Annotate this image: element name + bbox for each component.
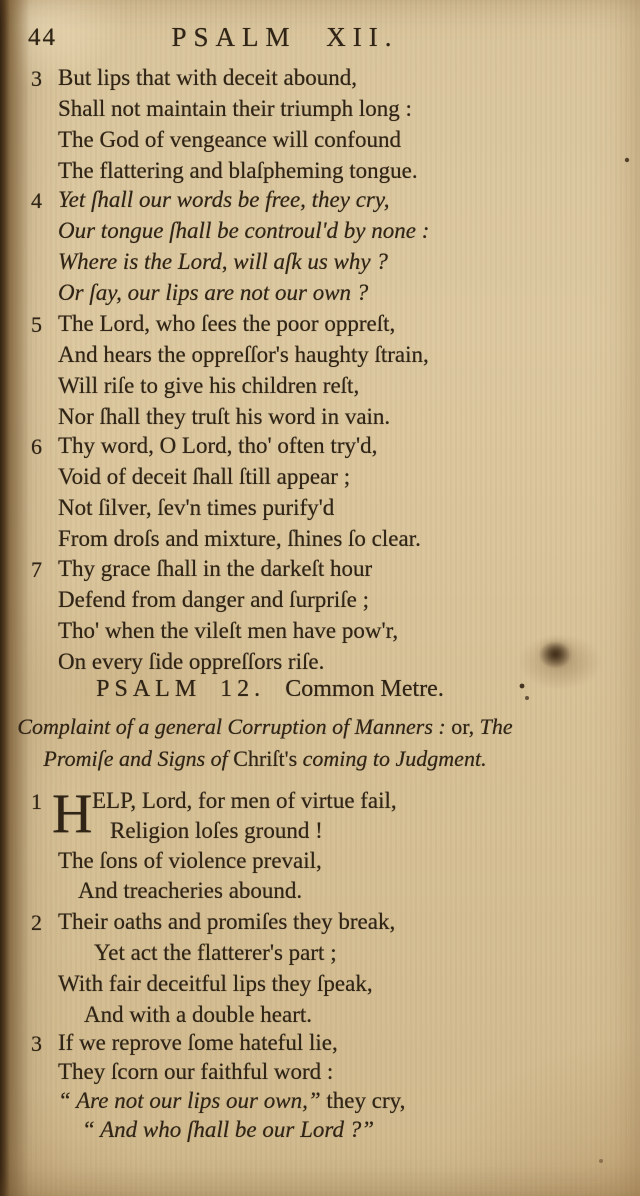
verse-line: Tho' when the vileſt men have pow'r, xyxy=(58,618,399,643)
paper-specks xyxy=(0,0,2,2)
verse-number: 5 xyxy=(31,312,42,337)
verse-lines xyxy=(58,308,640,432)
argument-line-1 xyxy=(0,711,530,743)
verse-line-quote xyxy=(58,1115,640,1144)
verse-6 xyxy=(0,430,640,554)
quote-roman: they cry, xyxy=(320,1088,406,1113)
verse-lines xyxy=(58,906,640,1030)
argument-italic: Complaint of a general Corruption of Manners : xyxy=(17,714,452,739)
verse-line: The flattering and blaſpheming tongue. xyxy=(58,158,418,183)
verse-line: Nor ſhall they truſt his word in vain. xyxy=(58,404,391,429)
verse-line: And treacheries abound. xyxy=(78,878,303,903)
verse-line: The Lord, who ſees the poor oppreſt, xyxy=(58,311,396,336)
verse-number: 3 xyxy=(31,1031,42,1056)
verse-4 xyxy=(0,184,640,308)
verse-line-quote xyxy=(58,1086,640,1115)
verse-line: Will riſe to give his children reſt, xyxy=(58,373,360,398)
verse-lines xyxy=(58,786,640,906)
verse-line: Or ſay, our lips are not our own ? xyxy=(58,280,369,305)
verse-line: Their oaths and promiſes they break, xyxy=(58,909,396,934)
psalm12-verse-1 xyxy=(0,783,640,906)
page-number: 44 xyxy=(28,24,57,51)
verse-line: From droſs and mixture, ſhines ſo clear. xyxy=(58,526,421,551)
argument-italic: coming to Judgment. xyxy=(297,746,487,771)
verse-line: They ſcorn our faithful word : xyxy=(58,1059,334,1084)
verse-line: Yet ſhall our words be free, they cry, xyxy=(58,187,390,212)
verse-line: Our tongue ſhall be controul'd by none : xyxy=(58,218,430,243)
verse-line: On every ſide oppreſſors riſe. xyxy=(58,649,325,674)
verse-3 xyxy=(0,62,640,186)
psalm12-verse-2 xyxy=(0,906,640,1030)
psalm-12-argument xyxy=(0,711,530,775)
verse-line: The ſons of violence prevail, xyxy=(58,848,322,873)
verse-line: Not ſilver, ſev'n times purify'd xyxy=(58,495,335,520)
verse-line: Yet act the flatterer's part ; xyxy=(94,940,337,965)
psalm12-verse-3 xyxy=(0,1028,640,1144)
argument-line-2 xyxy=(0,743,530,775)
drop-cap: H xyxy=(52,783,93,845)
ink-blot xyxy=(538,638,574,668)
verse-line: Shall not maintain their triumph long : xyxy=(58,96,412,121)
verse-line: And with a double heart. xyxy=(84,1002,313,1027)
quote-italic: “ Are not our lips our own,” xyxy=(58,1088,321,1113)
verse-number: 4 xyxy=(31,188,42,213)
psalm-12-metre: Common Metre. xyxy=(285,676,444,702)
verse-line: ELP, Lord, for men of virtue fail, xyxy=(92,788,397,813)
verse-line: Religion loſes ground ! xyxy=(110,818,323,843)
psalm-12-title: PSALM 12. xyxy=(96,676,266,702)
verse-number: 7 xyxy=(31,557,42,582)
verse-line: Thy grace ſhall in the darkeſt hour xyxy=(58,556,373,581)
verse-line: With fair deceitful lips they ſpeak, xyxy=(58,971,373,996)
psalm-12-heading xyxy=(0,676,540,703)
verse-lines xyxy=(58,184,640,308)
verse-line: And hears the oppreſſor's haughty ſtrain, xyxy=(58,342,429,367)
verse-number: 6 xyxy=(31,434,42,459)
verse-line: If we reprove ſome hateful lie, xyxy=(58,1030,338,1055)
verse-line: Defend from danger and ſurpriſe ; xyxy=(58,587,370,612)
verse-lines xyxy=(58,430,640,554)
argument-italic: The xyxy=(479,714,513,739)
verse-number: 2 xyxy=(31,910,42,935)
argument-italic: Promiſe and Signs of xyxy=(43,746,234,771)
quote-italic: “ And who ſhall be our Lord ?” xyxy=(82,1117,375,1142)
verse-line: Where is the Lord, will aſk us why ? xyxy=(58,249,388,274)
verse-line: Thy word, O Lord, tho' often try'd, xyxy=(58,433,378,458)
verse-line: But lips that with deceit abound, xyxy=(58,65,357,90)
verse-5 xyxy=(0,308,640,432)
verse-lines xyxy=(58,62,640,186)
verse-number: 1 xyxy=(31,789,42,814)
argument-roman: or, xyxy=(451,714,480,739)
verse-number: 3 xyxy=(31,66,42,91)
running-title: PSALM XII. xyxy=(171,22,399,52)
verse-line: Void of deceit ſhall ſtill appear ; xyxy=(58,464,351,489)
verse-lines xyxy=(58,1028,640,1144)
verse-line: The God of vengeance will confound xyxy=(58,127,401,152)
argument-roman: Chriſt's xyxy=(233,746,298,771)
